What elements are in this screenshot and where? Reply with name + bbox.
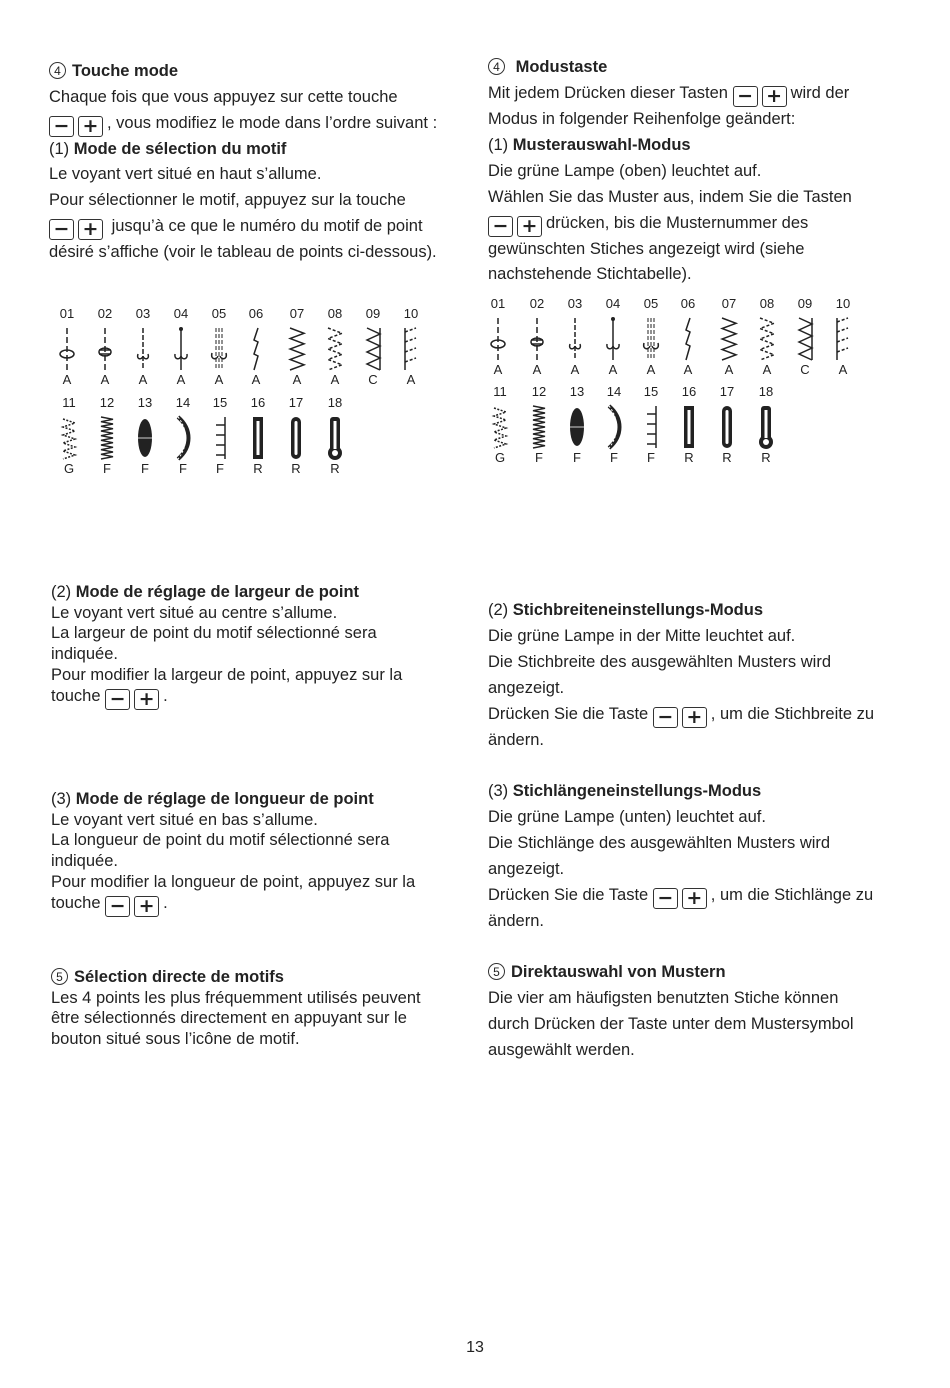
stitch-number: 17 xyxy=(288,395,304,410)
stitch-category: G xyxy=(63,461,75,476)
stitch-category: C xyxy=(368,372,378,387)
stitch-cell-02 xyxy=(519,296,555,377)
stitch-category: A xyxy=(138,372,148,387)
stitch-cell-03 xyxy=(125,306,161,387)
round-buttonhole-icon xyxy=(287,415,305,461)
stitch-number: 09 xyxy=(365,306,381,321)
stitch-cell-17 xyxy=(709,384,745,465)
stitch-number: 11 xyxy=(62,395,76,410)
stitch-category: A xyxy=(532,362,542,377)
stitch-cell-05 xyxy=(201,306,237,387)
zigzag-stitch-icon xyxy=(288,326,306,372)
stitch-number: 03 xyxy=(135,306,151,321)
leaf-stitch-icon xyxy=(136,415,154,461)
stitch-category: F xyxy=(647,450,655,465)
stitch-cell-01 xyxy=(480,296,516,377)
stitch-category: R xyxy=(684,450,694,465)
stretch-straight-stitch-icon xyxy=(134,326,152,372)
minus-key-icon: − xyxy=(49,116,74,137)
zigzag-stitch-icon xyxy=(720,316,738,362)
stitch-number: 18 xyxy=(327,395,343,410)
stitch-cell-07 xyxy=(279,306,315,387)
stitch-category: A xyxy=(406,372,416,387)
stitch-cell-16 xyxy=(671,384,707,465)
stitch-cell-15 xyxy=(633,384,669,465)
stitch-number: 09 xyxy=(797,296,813,311)
stitch-number: 04 xyxy=(173,306,189,321)
stitch-cell-18 xyxy=(748,384,784,465)
stitch-number: 10 xyxy=(403,306,419,321)
stitch-category: A xyxy=(100,372,110,387)
stitch-number: 06 xyxy=(248,306,264,321)
stitch-category: A xyxy=(570,362,580,377)
stitch-category: F xyxy=(103,461,111,476)
stitch-category: A xyxy=(330,372,340,387)
de-section-direct-selection: 5 Direktauswahl von Mustern Die vier am häufigsten benutzten Stiche können durch Drücken der Taste unter dem Mustersymbol ausgewählt werden. xyxy=(488,963,854,1059)
stitch-category: R xyxy=(253,461,263,476)
stitch-cell-06 xyxy=(238,306,274,387)
scallop-stitch-icon xyxy=(605,404,623,450)
minus-key-icon: − xyxy=(49,219,74,240)
stitch-category: A xyxy=(646,362,656,377)
stitch-number: 16 xyxy=(250,395,266,410)
page-number: 13 xyxy=(466,1339,484,1356)
circled-number: 5 xyxy=(488,963,505,980)
stitch-number: 16 xyxy=(681,384,697,399)
satin-zigzag-stitch-icon xyxy=(98,415,116,461)
de-section-width-mode: (2) Stichbreiteneinstellungs-Modus Die grüne Lampe in der Mitte leuchtet auf. Die Stichbreite des ausgewählten Musters wird angezeigt. Drücken Sie die Taste − + , um die Stichbreite zu ändern. xyxy=(488,601,875,749)
stitch-cell-12 xyxy=(89,395,125,476)
overcast-stitch-icon xyxy=(364,326,382,372)
stitch-cell-09 xyxy=(355,306,391,387)
fr-heading-mode-key: 4 Touche mode xyxy=(49,59,469,85)
straight-stitch-left-icon xyxy=(58,326,76,372)
stitch-category: A xyxy=(683,362,693,377)
lightning-stitch-icon xyxy=(679,316,697,362)
square-buttonhole-icon xyxy=(249,415,267,461)
plus-key-icon: + xyxy=(517,216,542,237)
plus-key-icon: + xyxy=(78,219,103,240)
stitch-number: 01 xyxy=(490,296,506,311)
stitch-cell-08 xyxy=(317,306,353,387)
stitch-cell-14 xyxy=(596,384,632,465)
stitch-cell-01 xyxy=(49,306,85,387)
stitch-number: 14 xyxy=(606,384,622,399)
blind-hem-stitch-icon xyxy=(402,326,420,372)
stitch-cell-10 xyxy=(825,296,861,377)
stitch-cell-14 xyxy=(165,395,201,476)
stitch-category: R xyxy=(761,450,771,465)
stitch-number: 13 xyxy=(137,395,153,410)
stitch-category: A xyxy=(724,362,734,377)
plus-key-icon: + xyxy=(762,86,787,107)
straight-stitch-center-icon xyxy=(528,316,546,362)
stitch-cell-17 xyxy=(278,395,314,476)
stitch-cell-11 xyxy=(51,395,87,476)
satin-zigzag-stitch-icon xyxy=(530,404,548,450)
stitch-cell-11 xyxy=(482,384,518,465)
plus-key-icon: + xyxy=(134,689,159,710)
de-stitch-chart xyxy=(480,296,880,476)
stitch-cell-10 xyxy=(393,306,429,387)
ladder-stitch-icon xyxy=(211,415,229,461)
minus-key-icon: − xyxy=(488,216,513,237)
stitch-number: 01 xyxy=(59,306,75,321)
fr-section-width-mode: (2) Mode de réglage de largeur de point Le voyant vert situé au centre s’allume. La largeur de point du motif sélectionné sera indiquée. Pour modifier la largeur de point, appuyez sur la touche − + . xyxy=(51,583,403,710)
straight-stitch-center-icon xyxy=(96,326,114,372)
stitch-number: 18 xyxy=(758,384,774,399)
minus-key-icon: − xyxy=(653,707,678,728)
fr-section-mode-key: 4 Touche mode Chaque fois que vous appuyez sur cette touche − + , vous modifiez le mode dans l’ordre suivant : (1) Mode de sélection du motif Le voyant vert situé en haut s’allume. Pour sélectionner le motif, appuyez sur la touche − + jusqu’à ce que le numéro du motif de point désiré s’affiche (voir le tableau de points ci-dessous). xyxy=(49,59,469,266)
stitch-category: F xyxy=(216,461,224,476)
circled-number: 4 xyxy=(488,58,505,75)
stitch-number: 02 xyxy=(97,306,113,321)
blind-hem-stitch-icon xyxy=(834,316,852,362)
stitch-number: 15 xyxy=(212,395,228,410)
stitch-number: 08 xyxy=(327,306,343,321)
de-section-mode-key: 4 Modustaste Mit jedem Drücken dieser Tasten − + wird der Modus in folgender Reihenfolge geändert: (1) Musterauswahl-Modus Die grüne Lampe (oben) leuchtet auf. Wählen Sie das Muster aus, indem Sie die Tasten − + drücken, bis die Musternummer des gewünschten Stiches angezeigt wird (siehe nachstehende Stichtabelle). xyxy=(488,58,852,284)
stitch-cell-15 xyxy=(202,395,238,476)
stitch-number: 12 xyxy=(531,384,547,399)
straight-stitch-left-icon xyxy=(489,316,507,362)
round-buttonhole-icon xyxy=(718,404,736,450)
stitch-category: A xyxy=(493,362,503,377)
stitch-number: 07 xyxy=(721,296,737,311)
stitch-category: A xyxy=(838,362,848,377)
fr-section-length-mode: (3) Mode de réglage de longueur de point Le voyant vert situé en bas s’allume. La longueur de point du motif sélectionné sera indiquée. Pour modifier la longueur de point, appuyez sur la touche − + . xyxy=(51,790,416,917)
stitch-number: 15 xyxy=(643,384,659,399)
scallop-stitch-icon xyxy=(174,415,192,461)
stitch-category: A xyxy=(176,372,186,387)
plus-key-icon: + xyxy=(682,707,707,728)
stitch-category: F xyxy=(141,461,149,476)
stitch-category: F xyxy=(179,461,187,476)
circled-number: 5 xyxy=(51,968,68,985)
stitch-number: 08 xyxy=(759,296,775,311)
multi-zigzag-stitch-icon xyxy=(758,316,776,362)
minus-key-icon: − xyxy=(653,888,678,909)
plus-key-icon: + xyxy=(682,888,707,909)
stitch-number: 03 xyxy=(567,296,583,311)
stitch-category: C xyxy=(800,362,810,377)
leaf-stitch-icon xyxy=(568,404,586,450)
stretch-straight-stitch-icon xyxy=(566,316,584,362)
stitch-cell-04 xyxy=(595,296,631,377)
overcast-stitch-icon xyxy=(796,316,814,362)
triple-straight-stitch-icon xyxy=(210,326,228,372)
fr-section-direct-selection: 5 Sélection directe de motifs Les 4 points les plus fréquemment utilisés peuvent être sélectionnés directement en appuyant sur le bouton situé sous l’icône de motif. xyxy=(51,968,421,1049)
stitch-cell-04 xyxy=(163,306,199,387)
circled-number: 4 xyxy=(49,62,66,79)
stitch-cell-18 xyxy=(317,395,353,476)
stitch-cell-08 xyxy=(749,296,785,377)
ladder-stitch-icon xyxy=(642,404,660,450)
stitch-category: A xyxy=(762,362,772,377)
stitch-cell-07 xyxy=(711,296,747,377)
stitch-category: F xyxy=(610,450,618,465)
stretch-zigzag-stitch-icon xyxy=(60,415,78,461)
minus-key-icon: − xyxy=(105,896,130,917)
stitch-category: A xyxy=(214,372,224,387)
stitch-number: 14 xyxy=(175,395,191,410)
stitch-number: 04 xyxy=(605,296,621,311)
stitch-number: 12 xyxy=(99,395,115,410)
stitch-category: R xyxy=(722,450,732,465)
multi-zigzag-stitch-icon xyxy=(326,326,344,372)
keyhole-buttonhole-icon xyxy=(757,404,775,450)
basting-stitch-icon xyxy=(172,326,190,372)
stitch-cell-09 xyxy=(787,296,823,377)
de-section-length-mode: (3) Stichlängeneinstellungs-Modus Die grüne Lampe (unten) leuchtet auf. Die Stichlänge des ausgewählten Musters wird angezeigt. Drücken Sie die Taste − + , um die Stichlänge zu ändern. xyxy=(488,782,874,930)
minus-key-icon: − xyxy=(733,86,758,107)
stitch-category: R xyxy=(291,461,301,476)
stitch-number: 07 xyxy=(289,306,305,321)
stitch-cell-06 xyxy=(670,296,706,377)
stitch-number: 13 xyxy=(569,384,585,399)
stitch-category: F xyxy=(535,450,543,465)
stitch-category: R xyxy=(330,461,340,476)
stitch-cell-03 xyxy=(557,296,593,377)
minus-key-icon: − xyxy=(105,689,130,710)
stitch-category: A xyxy=(62,372,72,387)
stitch-category: A xyxy=(292,372,302,387)
stitch-cell-16 xyxy=(240,395,276,476)
stitch-number: 02 xyxy=(529,296,545,311)
stitch-category: A xyxy=(608,362,618,377)
triple-straight-stitch-icon xyxy=(642,316,660,362)
stitch-cell-13 xyxy=(127,395,163,476)
stitch-number: 05 xyxy=(211,306,227,321)
stitch-number: 10 xyxy=(835,296,851,311)
plus-key-icon: + xyxy=(78,116,103,137)
stitch-number: 17 xyxy=(719,384,735,399)
stitch-category: A xyxy=(251,372,261,387)
fr-stitch-chart xyxy=(49,306,449,486)
stitch-number: 05 xyxy=(643,296,659,311)
stretch-zigzag-stitch-icon xyxy=(491,404,509,450)
stitch-cell-13 xyxy=(559,384,595,465)
stitch-number: 06 xyxy=(680,296,696,311)
stitch-category: F xyxy=(573,450,581,465)
plus-key-icon: + xyxy=(134,896,159,917)
stitch-number: 11 xyxy=(493,384,507,399)
square-buttonhole-icon xyxy=(680,404,698,450)
stitch-cell-02 xyxy=(87,306,123,387)
stitch-cell-12 xyxy=(521,384,557,465)
basting-stitch-icon xyxy=(604,316,622,362)
stitch-category: G xyxy=(494,450,506,465)
lightning-stitch-icon xyxy=(247,326,265,372)
stitch-cell-05 xyxy=(633,296,669,377)
keyhole-buttonhole-icon xyxy=(326,415,344,461)
